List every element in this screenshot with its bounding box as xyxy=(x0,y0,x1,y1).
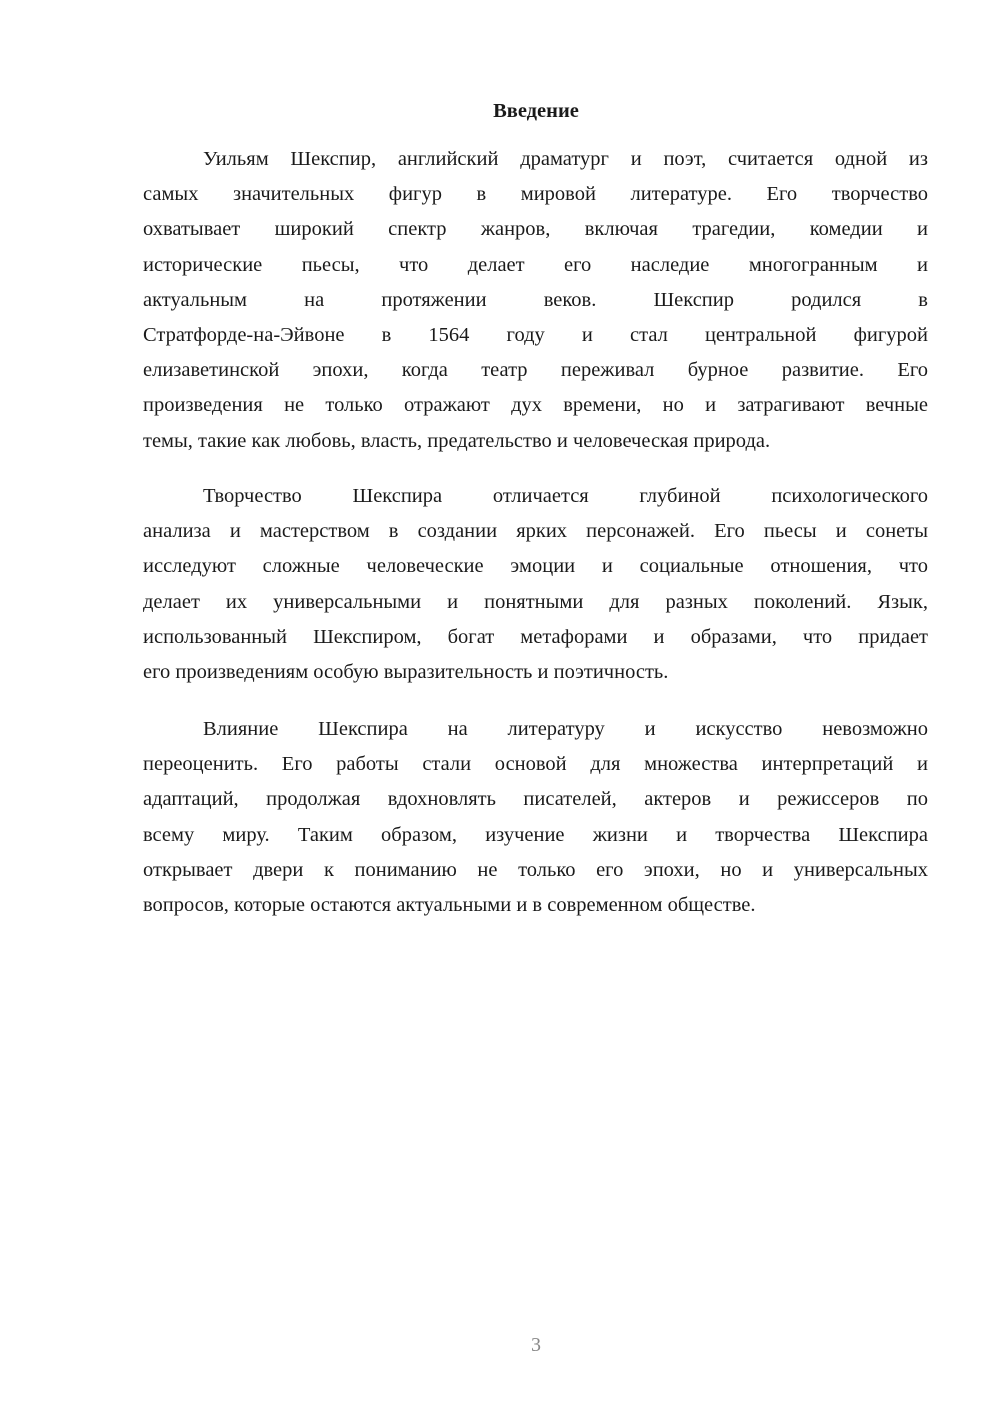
text-line: делает их универсальными и понятными для разных поколений. Язык, xyxy=(143,590,928,613)
text-line: использованный Шекспиром, богат метафорами и образами, что придает xyxy=(143,625,928,648)
paragraph-3 xyxy=(143,712,928,923)
text-line: охватывает широкий спектр жанров, включая трагедии, комедии и xyxy=(143,218,928,241)
text-line: исторические пьесы, что делает его наследие многогранным и xyxy=(143,253,928,276)
text-line: исследуют сложные человеческие эмоции и социальные отношения, что xyxy=(143,555,928,578)
text-line: темы, такие как любовь, власть, предательство и человеческая природа. xyxy=(143,429,771,452)
text-line: его произведениям особую выразительность и поэтичность. xyxy=(143,660,669,683)
text-line: актуальным на протяжении веков. Шекспир родился в xyxy=(143,288,928,311)
text-line: елизаветинской эпохи, когда театр переживал бурное развитие. Его xyxy=(143,359,928,382)
text-line: анализа и мастерством в создании ярких персонажей. Его пьесы и сонеты xyxy=(143,520,928,543)
text-line: всему миру. Таким образом, изучение жизни и творчества Шекспира xyxy=(143,823,928,846)
text-line: Уильям Шекспир, английский драматург и поэт, считается одной из xyxy=(203,148,928,170)
text-line: самых значительных фигур в мировой литературе. Его творчество xyxy=(143,183,928,206)
text-line: произведения не только отражают дух времени, но и затрагивают вечные xyxy=(143,394,928,417)
text-line: Стратфорде-на-Эйвоне в 1564 году и стал центральной фигурой xyxy=(143,323,928,346)
text-line: переоценить. Его работы стали основой для множества интерпретаций и xyxy=(143,753,928,776)
paragraph-1 xyxy=(143,142,928,459)
text-line: Творчество Шекспира отличается глубиной психологического xyxy=(203,485,928,507)
paragraph-2 xyxy=(143,479,928,690)
page-number: 3 xyxy=(531,1334,541,1356)
text-line: Влияние Шекспира на литературу и искусство невозможно xyxy=(203,718,928,740)
text-line: вопросов, которые остаются актуальными и в современном обществе. xyxy=(143,893,756,916)
text-line: адаптаций, продолжая вдохновлять писателей, актеров и режиссеров по xyxy=(143,788,928,811)
section-title: Введение xyxy=(493,100,579,122)
text-line: открывает двери к пониманию не только его эпохи, но и универсальных xyxy=(143,858,928,881)
